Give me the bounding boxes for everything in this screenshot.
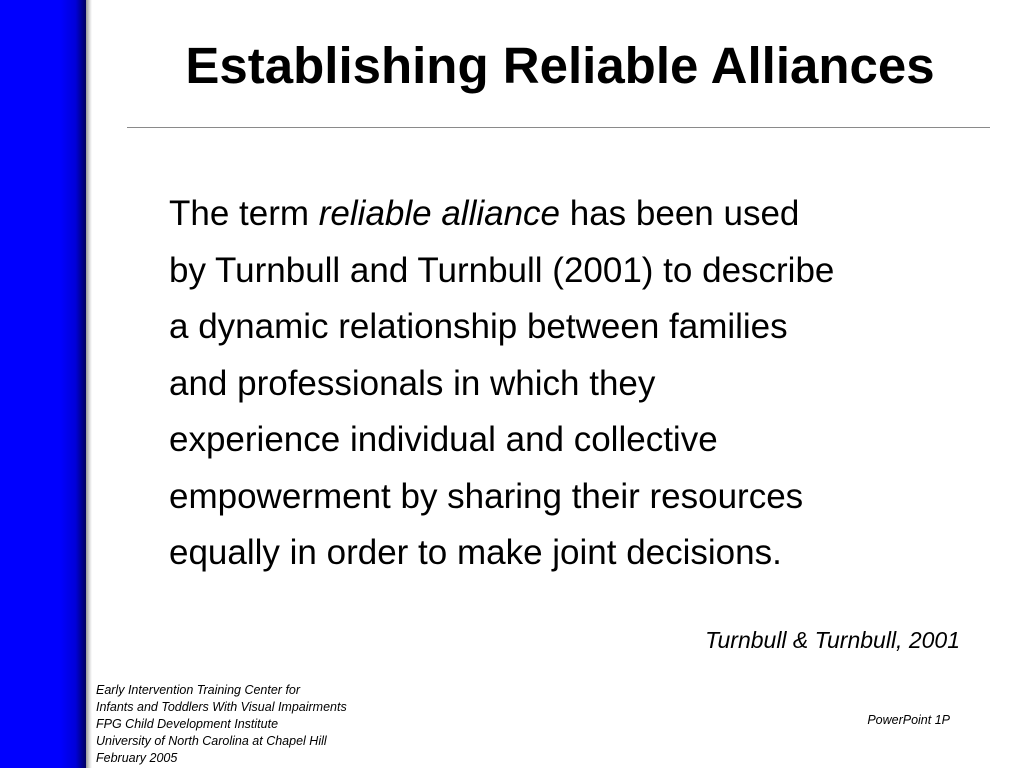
body-line-1 xyxy=(169,186,999,243)
footer-line: University of North Carolina at Chapel Hill xyxy=(96,734,327,748)
body-line-1-after: has been used xyxy=(560,194,800,233)
body-line-1-before: The term xyxy=(169,194,319,233)
blue-sidebar xyxy=(0,0,86,768)
body-line-5: experience individual and collective xyxy=(169,420,718,459)
sidebar-shadow xyxy=(86,0,92,768)
footer-credits xyxy=(96,682,347,767)
body-paragraph xyxy=(169,186,999,582)
footer-line: Early Intervention Training Center for xyxy=(96,683,301,697)
body-line-4: and professionals in which they xyxy=(169,363,656,403)
footer-line: Infants and Toddlers With Visual Impairments xyxy=(96,700,347,714)
emphasized-term: reliable alliance xyxy=(318,194,561,233)
body-line-2: by Turnbull and Turnbull (2001) to describe xyxy=(169,250,835,290)
body-line-7: equally in order to make joint decisions. xyxy=(169,533,782,572)
body-line-3: a dynamic relationship between families xyxy=(169,307,788,346)
citation: Turnbull & Turnbull, 2001 xyxy=(705,627,960,653)
footer-line: February 2005 xyxy=(96,751,178,765)
slide-identifier: PowerPoint 1P xyxy=(867,713,950,727)
slide-title: Establishing Reliable Alliances xyxy=(185,37,935,94)
title-divider xyxy=(127,127,990,128)
footer-line: FPG Child Development Institute xyxy=(96,717,279,731)
body-line-6: empowerment by sharing their resources xyxy=(169,476,804,516)
